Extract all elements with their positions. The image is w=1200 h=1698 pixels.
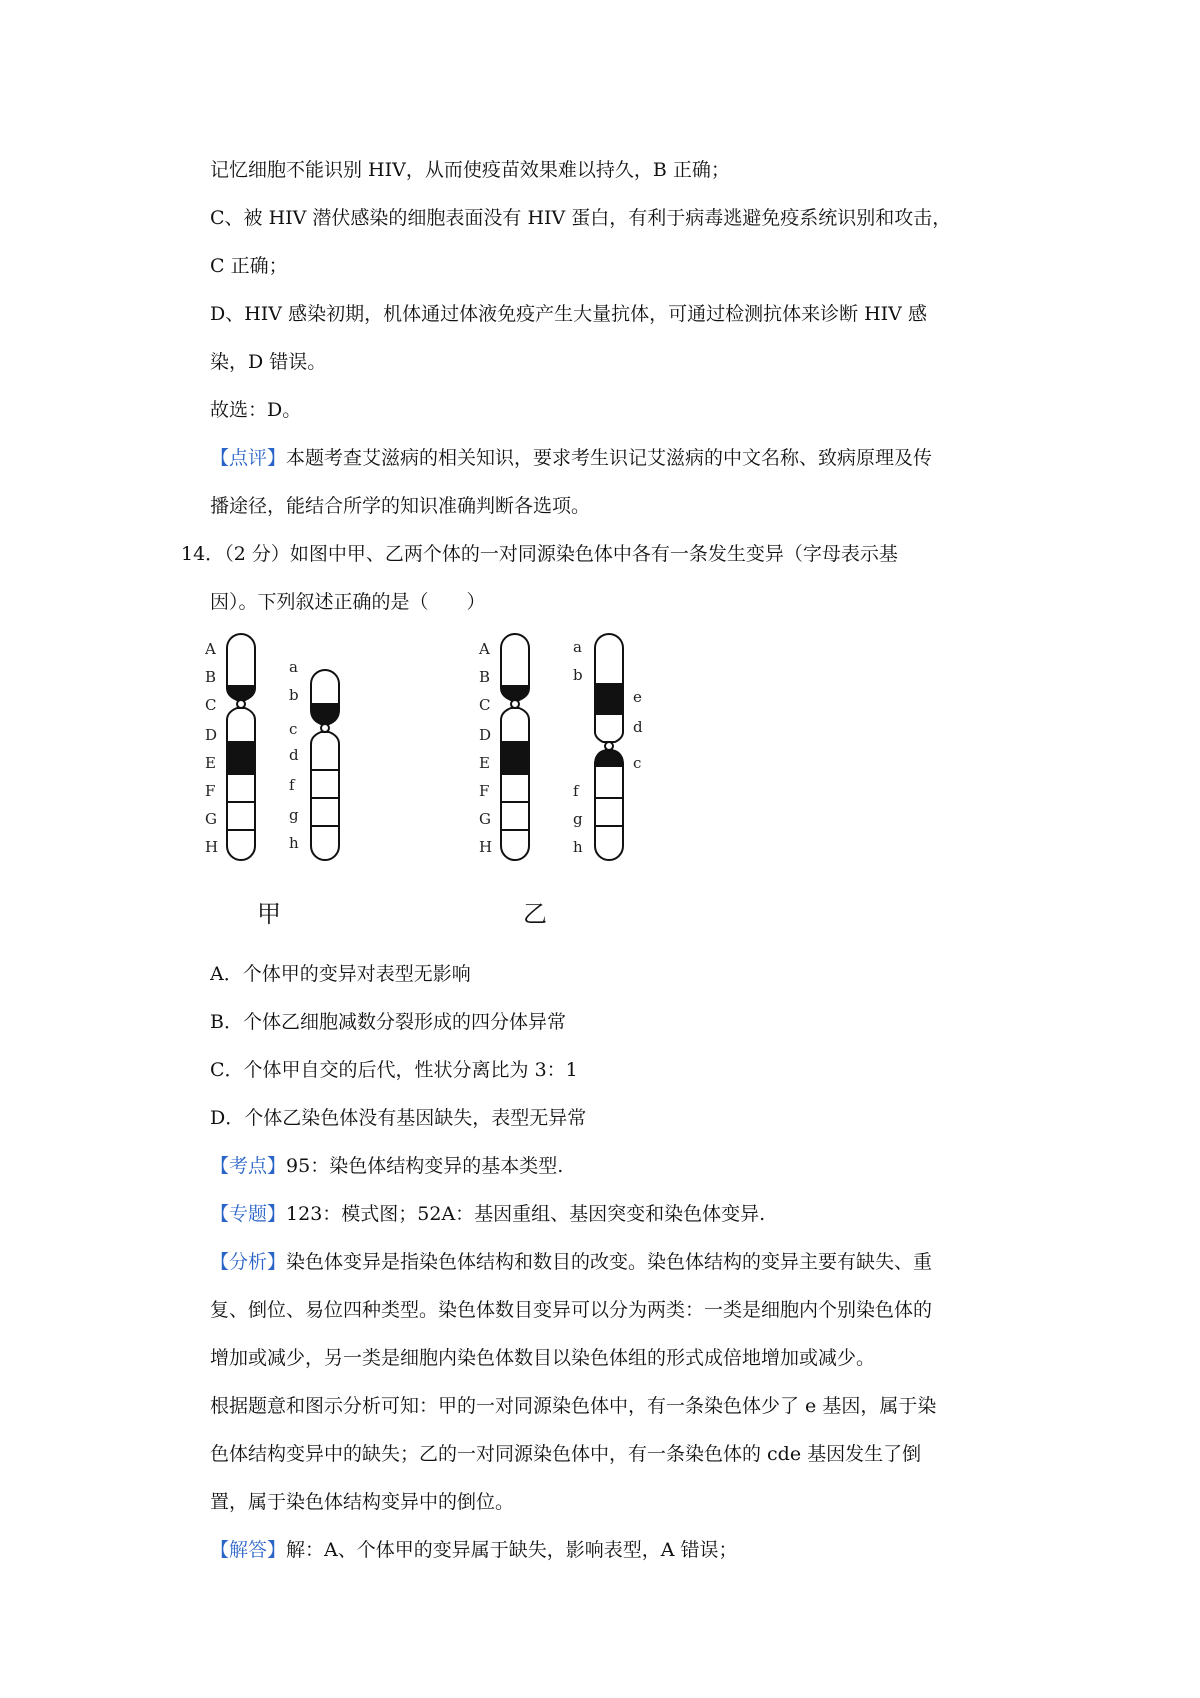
centromere bbox=[605, 742, 613, 750]
review-line bbox=[210, 446, 932, 470]
chromosome-lower-arm bbox=[227, 708, 255, 860]
chromosome-dark-band bbox=[501, 742, 529, 774]
option-c: C．个体甲自交的后代，性状分离比为 3：1 bbox=[210, 1059, 578, 1081]
option-d: D．个体乙染色体没有基因缺失，表型无异常 bbox=[210, 1107, 587, 1129]
gene-label: E bbox=[205, 754, 216, 772]
gene-label: e bbox=[633, 688, 642, 706]
text-line: 染，D 错误。 bbox=[210, 351, 327, 373]
chromosome-dark-band bbox=[227, 742, 255, 774]
gene-label: a bbox=[573, 638, 582, 656]
gene-label: d bbox=[289, 746, 299, 764]
gene-label: c bbox=[289, 720, 298, 738]
gene-label: d bbox=[633, 718, 643, 736]
option-a: A．个体甲的变异对表型无影响 bbox=[210, 963, 471, 985]
jieda-tag: 【解答】 bbox=[210, 1539, 287, 1561]
jia-deleted-chromosome bbox=[311, 670, 339, 860]
centromere bbox=[511, 700, 519, 708]
gene-label: E bbox=[479, 754, 490, 772]
gene-label: H bbox=[479, 838, 493, 856]
gene-label: h bbox=[289, 834, 299, 852]
yi-inverted-chromosome bbox=[595, 634, 623, 860]
centromere bbox=[237, 700, 245, 708]
chromosome-figure bbox=[205, 620, 745, 940]
kaodian-line bbox=[210, 1154, 563, 1178]
text-line: 故选：D。 bbox=[210, 399, 302, 421]
gene-label: G bbox=[205, 810, 217, 828]
gene-label: F bbox=[479, 782, 490, 800]
centromere bbox=[321, 724, 329, 732]
jieda-text: 解：A、个体甲的变异属于缺失，影响表型，A 错误； bbox=[286, 1539, 738, 1561]
gene-label: B bbox=[205, 668, 217, 686]
individual-label-yi: 乙 bbox=[523, 900, 547, 928]
fenxi-line: 根据题意和图示分析可知：甲的一对同源染色体中，有一条染色体少了 e 基因，属于染 bbox=[210, 1395, 937, 1417]
gene-label: D bbox=[205, 726, 218, 744]
fenxi-text: 染色体变异是指染色体结构和数目的改变。染色体结构的变异主要有缺失、重 bbox=[286, 1251, 933, 1273]
fenxi-line bbox=[210, 1250, 932, 1274]
question-line: 因）。下列叙述正确的是（ ） bbox=[210, 591, 486, 613]
kaodian-text: 95：染色体结构变异的基本类型. bbox=[286, 1155, 564, 1177]
text-line: 记忆细胞不能识别 HIV，从而使疫苗效果难以持久，B 正确； bbox=[210, 159, 730, 181]
gene-label: f bbox=[573, 782, 579, 800]
gene-label: D bbox=[479, 726, 492, 744]
chromosome-dark-band bbox=[595, 684, 623, 714]
zhuanti-text: 123：模式图；52A：基因重组、基因突变和染色体变异. bbox=[286, 1203, 766, 1225]
gene-label: B bbox=[479, 668, 491, 686]
zhuanti-line bbox=[210, 1202, 765, 1226]
gene-label: F bbox=[205, 782, 216, 800]
question-number: 14． bbox=[181, 543, 225, 565]
gene-label: h bbox=[573, 838, 583, 856]
review-line: 播途径，能结合所学的知识准确判断各选项。 bbox=[210, 495, 591, 517]
review-text: 本题考查艾滋病的相关知识，要求考生识记艾滋病的中文名称、致病原理及传 bbox=[286, 447, 933, 469]
text-line: C 正确； bbox=[210, 255, 288, 277]
option-b: B．个体乙细胞减数分裂形成的四分体异常 bbox=[210, 1011, 566, 1033]
chromosome-lower-arm bbox=[501, 708, 529, 860]
gene-label: c bbox=[633, 754, 642, 772]
zhuanti-tag: 【专题】 bbox=[210, 1203, 287, 1225]
gene-label: C bbox=[479, 696, 491, 714]
individual-label-jia: 甲 bbox=[257, 900, 281, 928]
yi-normal-chromosome bbox=[501, 634, 529, 860]
gene-label: g bbox=[289, 806, 299, 824]
chromosome-lower-arm bbox=[311, 732, 339, 860]
fenxi-line: 置，属于染色体结构变异中的倒位。 bbox=[210, 1491, 515, 1513]
gene-label: a bbox=[289, 658, 298, 676]
fenxi-tag: 【分析】 bbox=[210, 1251, 287, 1273]
fenxi-line: 复、倒位、易位四种类型。染色体数目变异可以分为两类：一类是细胞内个别染色体的 bbox=[210, 1299, 933, 1321]
question-line bbox=[181, 542, 898, 566]
question-text: （2 分）如图中甲、乙两个体的一对同源染色体中各有一条发生变异（字母表示基 bbox=[224, 543, 898, 565]
jieda-line bbox=[210, 1538, 738, 1562]
fenxi-line: 色体结构变异中的缺失；乙的一对同源染色体中，有一条染色体的 cde 基因发生了倒 bbox=[210, 1443, 922, 1465]
gene-label: A bbox=[479, 640, 490, 658]
gene-label: b bbox=[289, 686, 299, 704]
gene-label: f bbox=[289, 776, 295, 794]
gene-label: b bbox=[573, 666, 583, 684]
text-line: D、HIV 感染初期，机体通过体液免疫产生大量抗体，可通过检测抗体来诊断 HIV 感 bbox=[210, 303, 927, 325]
gene-label: G bbox=[479, 810, 491, 828]
kaodian-tag: 【考点】 bbox=[210, 1155, 287, 1177]
gene-label: H bbox=[205, 838, 219, 856]
gene-label: C bbox=[205, 696, 217, 714]
review-tag: 【点评】 bbox=[210, 447, 287, 469]
jia-normal-chromosome bbox=[227, 634, 255, 860]
chromosome-dark-band bbox=[595, 750, 623, 766]
text-line: C、被 HIV 潜伏感染的细胞表面没有 HIV 蛋白，有利于病毒逃避免疫系统识别和攻击， bbox=[210, 207, 952, 229]
gene-label: g bbox=[573, 810, 583, 828]
fenxi-line: 增加或减少，另一类是细胞内染色体数目以染色体组的形式成倍地增加或减少。 bbox=[210, 1347, 876, 1369]
gene-label: A bbox=[205, 640, 216, 658]
chromosome-diagram bbox=[205, 620, 745, 940]
